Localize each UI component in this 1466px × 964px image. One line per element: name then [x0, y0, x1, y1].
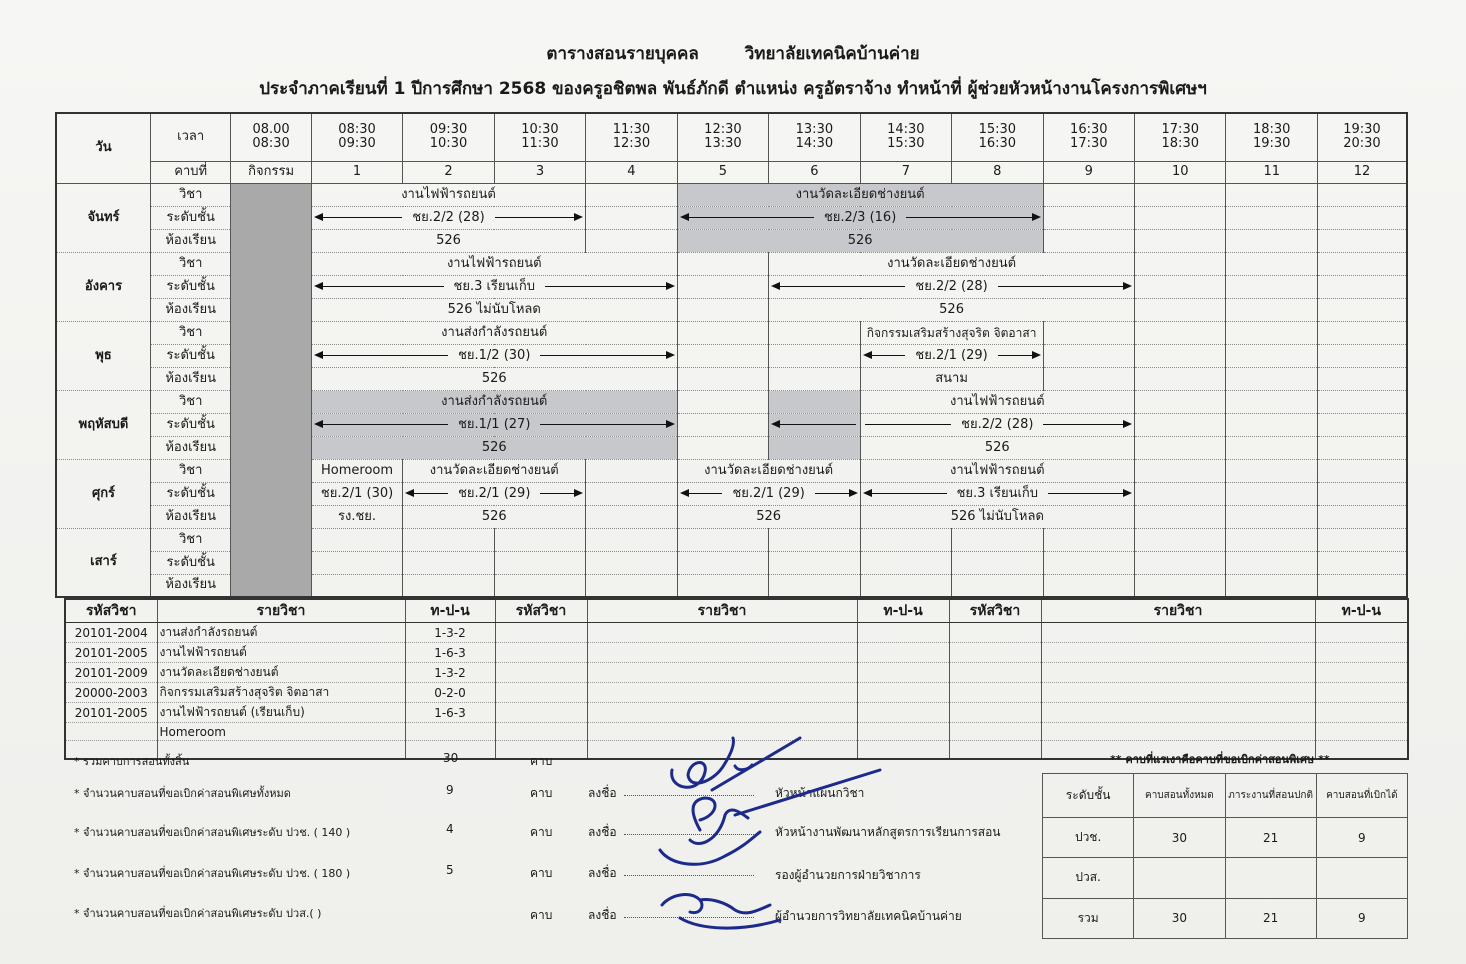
title-text: ตารางสอนรายบุคคล [546, 44, 699, 64]
class-level: ชย.3 เรียนเก็บ [311, 275, 677, 298]
class-subject: งานวัดละเอียดช่างยนต์ [677, 459, 860, 482]
class-room: 526 [311, 367, 677, 390]
row-label-room: ห้องเรียน [150, 436, 230, 459]
sign-label: ลงชื่อ [588, 825, 617, 839]
unit-label: คาบ [530, 786, 553, 800]
time-slot: 13:30 14:30 [769, 113, 860, 161]
extra-pvc140-label: * จำนวนคาบสอนที่ขอเบิกค่าสอนพิเศษระดับ ปวช. ( 140 ) [74, 826, 351, 839]
unit-label: คาบ [530, 908, 553, 922]
row-label-room: ห้องเรียน [150, 298, 230, 321]
row-label-subject: วิชา [150, 252, 230, 275]
class-subject: งานไฟฟ้ารถยนต์ [860, 459, 1134, 482]
class-subject: งานวัดละเอียดช่างยนต์ [769, 252, 1135, 275]
period-number: 1 [311, 161, 402, 183]
table-row: 20101-2005 งานไฟฟ้ารถยนต์ 1-6-3 [65, 643, 1408, 663]
period-number: 8 [952, 161, 1043, 183]
class-subject: งานไฟฟ้ารถยนต์ [311, 252, 677, 275]
period-number: 7 [860, 161, 951, 183]
class-room: 526 [311, 229, 585, 252]
period-number: 4 [586, 161, 677, 183]
row-label-level: ระดับชั้น [150, 413, 230, 436]
class-room: 526 [403, 505, 586, 528]
time-slot: 08.00 08:30 [231, 113, 311, 161]
summary-header: ระดับชั้น [1043, 774, 1134, 818]
document-subtitle: ประจำภาคเรียนที่ 1 ปีการศึกษา 2568 ของครูอชิตพล พันธ์ภักดี ตำแหน่ง ครูอัตราจ้าง ทำหน้าที่ ผู้ช่วยหัวหน้างานโครงการพิเศษฯ [259, 79, 1207, 99]
time-slot: 19:30 20:30 [1317, 113, 1407, 161]
table-row: Homeroom [65, 723, 1408, 741]
period-number: 5 [677, 161, 768, 183]
signer-role: รองผู้อำนวยการฝ่ายวิชาการ [775, 868, 921, 882]
class-room: 526 [860, 436, 1134, 459]
row-label-room: ห้องเรียน [150, 367, 230, 390]
day-saturday: เสาร์ [56, 528, 150, 597]
row-label-room: ห้องเรียน [150, 574, 230, 597]
time-slot: 18:30 19:30 [1226, 113, 1317, 161]
class-room: รง.ชย. [311, 505, 402, 528]
summary-row: รวม 30 21 9 [1043, 898, 1408, 938]
time-slot: 10:30 11:30 [494, 113, 585, 161]
time-slot: 14:30 15:30 [860, 113, 951, 161]
class-subject: Homeroom [311, 459, 402, 482]
class-room: 526 [677, 229, 1043, 252]
day-friday: ศุกร์ [56, 459, 150, 528]
table-row: 20101-2005 งานไฟฟ้ารถยนต์ (เรียนเก็บ) 1-6-3 [65, 703, 1408, 723]
row-label-subject: วิชา [150, 390, 230, 413]
shaded-note: ** คาบที่แรเงาคือคาบที่ขอเบิกค่าสอนพิเศษ ** [1110, 753, 1330, 766]
class-subject: งานวัดละเอียดช่างยนต์ [677, 183, 1043, 206]
college-name: วิทยาลัยเทคนิคบ้านค่าย [744, 44, 920, 64]
period-label: คาบที่ [150, 161, 230, 183]
col-header-code: รหัสวิชา [65, 599, 157, 623]
signer-role: ผู้อำนวยการวิทยาลัยเทคนิคบ้านค่าย [775, 909, 962, 923]
signer-role: หัวหน้างานพัฒนาหลักสูตรการเรียนการสอน [775, 825, 1001, 839]
class-level: ชย.2/2 (28) [860, 413, 1134, 436]
col-header-code: รหัสวิชา [949, 599, 1041, 623]
class-subject: งานวัดละเอียดช่างยนต์ [403, 459, 586, 482]
row-label-level: ระดับชั้น [150, 206, 230, 229]
period-number: 11 [1226, 161, 1317, 183]
time-slot: 11:30 12:30 [586, 113, 677, 161]
col-header-name: รายวิชา [587, 599, 857, 623]
class-level: ชย.2/1 (29) [860, 344, 1043, 367]
unit-label: คาบ [530, 866, 553, 880]
summary-table [1042, 773, 1408, 939]
row-label-level: ระดับชั้น [150, 275, 230, 298]
class-level: ชย.1/2 (30) [311, 344, 677, 367]
row-label-subject: วิชา [150, 528, 230, 551]
class-subject: งานส่งกำลังรถยนต์ [311, 321, 677, 344]
unit-label: คาบ [530, 825, 553, 839]
class-room: 526 [769, 298, 1135, 321]
table-row: 20000-2003 กิจกรรมเสริมสร้างสุจริต จิตอาสา 0-2-0 [65, 683, 1408, 703]
day-monday: จันทร์ [56, 183, 150, 252]
col-header-tpn: ท-ป-น [405, 599, 495, 623]
class-subject: งานไฟฟ้ารถยนต์ [860, 390, 1134, 413]
total-periods-value: 30 [443, 751, 459, 765]
extra-pvc140-value: 4 [446, 822, 454, 836]
class-level: ชย.2/1 (29) [677, 482, 860, 505]
class-room: สนาม [860, 367, 1043, 390]
period-number: 12 [1317, 161, 1407, 183]
time-slot: 16:30 17:30 [1043, 113, 1134, 161]
class-room: 526 ไม่นับโหลด [860, 505, 1134, 528]
summary-header: คาบสอนที่เบิกได้ [1316, 774, 1407, 818]
row-label-level: ระดับชั้น [150, 551, 230, 574]
row-label-level: ระดับชั้น [150, 344, 230, 367]
day-tuesday: อังคาร [56, 252, 150, 321]
table-row: 20101-2004 งานส่งกำลังรถยนต์ 1-3-2 [65, 623, 1408, 643]
time-slot: 15:30 16:30 [952, 113, 1043, 161]
day-header: วัน [56, 113, 150, 183]
class-room: 526 [311, 436, 677, 459]
row-label-room: ห้องเรียน [150, 505, 230, 528]
unit-label: คาบ [530, 754, 553, 768]
summary-header: คาบสอนทั้งหมด [1134, 774, 1225, 818]
day-wednesday: พุธ [56, 321, 150, 390]
table-row: 20101-2009 งานวัดละเอียดช่างยนต์ 1-3-2 [65, 663, 1408, 683]
extra-pvs-label: * จำนวนคาบสอนที่ขอเบิกค่าสอนพิเศษระดับ ปวส.( ) [74, 907, 322, 920]
row-label-level: ระดับชั้น [150, 482, 230, 505]
day-thursday: พฤหัสบดี [56, 390, 150, 459]
class-room: 526 ไม่นับโหลด [311, 298, 677, 321]
period-number: 10 [1135, 161, 1226, 183]
extra-pvc180-label: * จำนวนคาบสอนที่ขอเบิกค่าสอนพิเศษระดับ ปวช. ( 180 ) [74, 867, 351, 880]
class-subject: งานส่งกำลังรถยนต์ [311, 390, 677, 413]
row-label-subject: วิชา [150, 183, 230, 206]
time-slot: 08:30 09:30 [311, 113, 402, 161]
class-level: ชย.3 เรียนเก็บ [860, 482, 1134, 505]
period-number: 9 [1043, 161, 1134, 183]
col-header-tpn: ท-ป-น [1315, 599, 1408, 623]
col-header-name: รายวิชา [1041, 599, 1315, 623]
class-level: ชย.2/2 (28) [311, 206, 585, 229]
summary-row: ปวช. 30 21 9 [1043, 818, 1408, 858]
class-subject: กิจกรรมเสริมสร้างสุจริต จิตอาสา [860, 321, 1043, 344]
row-label-subject: วิชา [150, 459, 230, 482]
time-slot: 12:30 13:30 [677, 113, 768, 161]
col-header-tpn: ท-ป-น [857, 599, 949, 623]
sign-label: ลงชื่อ [588, 866, 617, 880]
summary-header: ภาระงานที่สอนปกติ [1225, 774, 1316, 818]
class-level: ชย.2/1 (29) [403, 482, 586, 505]
total-periods-label: * รวมคาบการสอนทั้งสิ้น [74, 755, 190, 768]
extra-periods-label: * จำนวนคาบสอนที่ขอเบิกค่าสอนพิเศษทั้งหมด [74, 787, 291, 800]
time-slot: 17:30 18:30 [1135, 113, 1226, 161]
class-subject: งานไฟฟ้ารถยนต์ [311, 183, 585, 206]
sign-label: ลงชื่อ [588, 908, 617, 922]
extra-pvc180-value: 5 [446, 863, 454, 877]
sign-label: ลงชื่อ [588, 786, 617, 800]
summary-row: ปวส. [1043, 858, 1408, 898]
class-level: ชย.2/3 (16) [677, 206, 1043, 229]
row-label-subject: วิชา [150, 321, 230, 344]
class-level: ชย.1/1 (27) [311, 413, 677, 436]
period-number: 3 [494, 161, 585, 183]
period-number: กิจกรรม [231, 161, 311, 183]
class-level: ชย.2/2 (28) [769, 275, 1135, 298]
time-slot: 09:30 10:30 [403, 113, 494, 161]
signer-role: หัวหน้าแผนกวิชา [775, 786, 865, 800]
class-level: ชย.2/1 (30) [311, 482, 402, 505]
period-number: 2 [403, 161, 494, 183]
extra-periods-value: 9 [446, 783, 454, 797]
col-header-name: รายวิชา [157, 599, 405, 623]
row-label-room: ห้องเรียน [150, 229, 230, 252]
time-label: เวลา [150, 113, 230, 161]
col-header-code: รหัสวิชา [495, 599, 587, 623]
class-room: 526 [677, 505, 860, 528]
period-number: 6 [769, 161, 860, 183]
